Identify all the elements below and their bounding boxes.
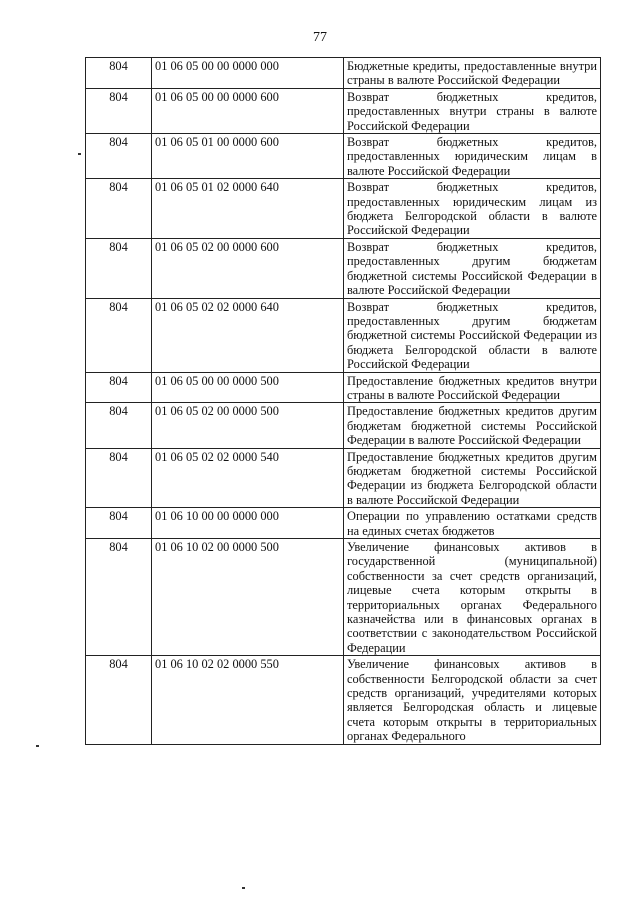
description-cell: Возврат бюджетных кредитов, предоставленных юридическим лицам в валюте Российской Федерации	[344, 134, 601, 179]
description-cell: Увеличение финансовых активов в государственной (муниципальной) собственности за счет средств организаций, лицевые счета которым открыты в территориальных органах Федерального казначейства или в финансовых органах в соответствии с законодательством Российской Федерации	[344, 539, 601, 656]
description-cell: Операции по управлению остатками средств на единых счетах бюджетов	[344, 508, 601, 539]
budget-code-cell: 01 06 05 02 00 0000 500	[152, 403, 344, 448]
admin-code-cell: 804	[86, 372, 152, 403]
admin-code-cell: 804	[86, 134, 152, 179]
admin-code-cell: 804	[86, 448, 152, 508]
budget-code-cell: 01 06 05 02 00 0000 600	[152, 238, 344, 298]
table-row	[86, 238, 601, 298]
budget-code-cell: 01 06 05 00 00 0000 600	[152, 88, 344, 133]
table-row	[86, 372, 601, 403]
admin-code-cell: 804	[86, 58, 152, 89]
admin-code-cell: 804	[86, 179, 152, 239]
budget-sources-table	[85, 57, 601, 745]
description-cell: Бюджетные кредиты, предоставленные внутри страны в валюте Российской Федерации	[344, 58, 601, 89]
budget-code-cell: 01 06 05 01 02 0000 640	[152, 179, 344, 239]
admin-code-cell: 804	[86, 238, 152, 298]
table-row	[86, 88, 601, 133]
budget-code-cell: 01 06 05 02 02 0000 540	[152, 448, 344, 508]
scan-speck	[78, 153, 81, 155]
admin-code-cell: 804	[86, 298, 152, 372]
budget-code-cell: 01 06 10 00 00 0000 000	[152, 508, 344, 539]
table-row	[86, 179, 601, 239]
table-row	[86, 656, 601, 744]
page-number: 77	[313, 30, 327, 45]
description-cell: Возврат бюджетных кредитов, предоставленных другим бюджетам бюджетной системы Российской Федерации в валюте Российской Федерации	[344, 238, 601, 298]
scan-speck	[36, 745, 39, 747]
table-body	[86, 58, 601, 745]
budget-code-cell: 01 06 05 00 00 0000 500	[152, 372, 344, 403]
table-row	[86, 58, 601, 89]
description-cell: Возврат бюджетных кредитов, предоставленных другим бюджетам бюджетной системы Российской Федерации из бюджета Белгородской области в валюте Российской Федерации	[344, 298, 601, 372]
budget-code-cell: 01 06 05 00 00 0000 000	[152, 58, 344, 89]
admin-code-cell: 804	[86, 88, 152, 133]
description-cell: Предоставление бюджетных кредитов другим бюджетам бюджетной системы Российской Федерации в валюте Российской Федерации	[344, 403, 601, 448]
admin-code-cell: 804	[86, 508, 152, 539]
description-cell: Предоставление бюджетных кредитов внутри страны в валюте Российской Федерации	[344, 372, 601, 403]
admin-code-cell: 804	[86, 403, 152, 448]
table-row	[86, 539, 601, 656]
budget-code-cell: 01 06 10 02 02 0000 550	[152, 656, 344, 744]
table-row	[86, 508, 601, 539]
table-row	[86, 134, 601, 179]
description-cell: Предоставление бюджетных кредитов другим бюджетам бюджетной системы Российской Федерации из бюджета Белгородской области в валюте Российской Федерации	[344, 448, 601, 508]
description-cell: Возврат бюджетных кредитов, предоставленных юридическим лицам из бюджета Белгородской области в валюте Российской Федерации	[344, 179, 601, 239]
budget-code-cell: 01 06 05 01 00 0000 600	[152, 134, 344, 179]
budget-code-cell: 01 06 05 02 02 0000 640	[152, 298, 344, 372]
admin-code-cell: 804	[86, 539, 152, 656]
scan-speck	[242, 887, 245, 889]
table-row	[86, 448, 601, 508]
budget-code-cell: 01 06 10 02 00 0000 500	[152, 539, 344, 656]
description-cell: Увеличение финансовых активов в собственности Белгородской области за счет средств организаций, учредителями которых является Белгородская область и лицевые счета которым открыты в территориальных органах Федерального	[344, 656, 601, 744]
description-cell: Возврат бюджетных кредитов, предоставленных внутри страны в валюте Российской Федерации	[344, 88, 601, 133]
admin-code-cell: 804	[86, 656, 152, 744]
table-row	[86, 403, 601, 448]
table-row	[86, 298, 601, 372]
